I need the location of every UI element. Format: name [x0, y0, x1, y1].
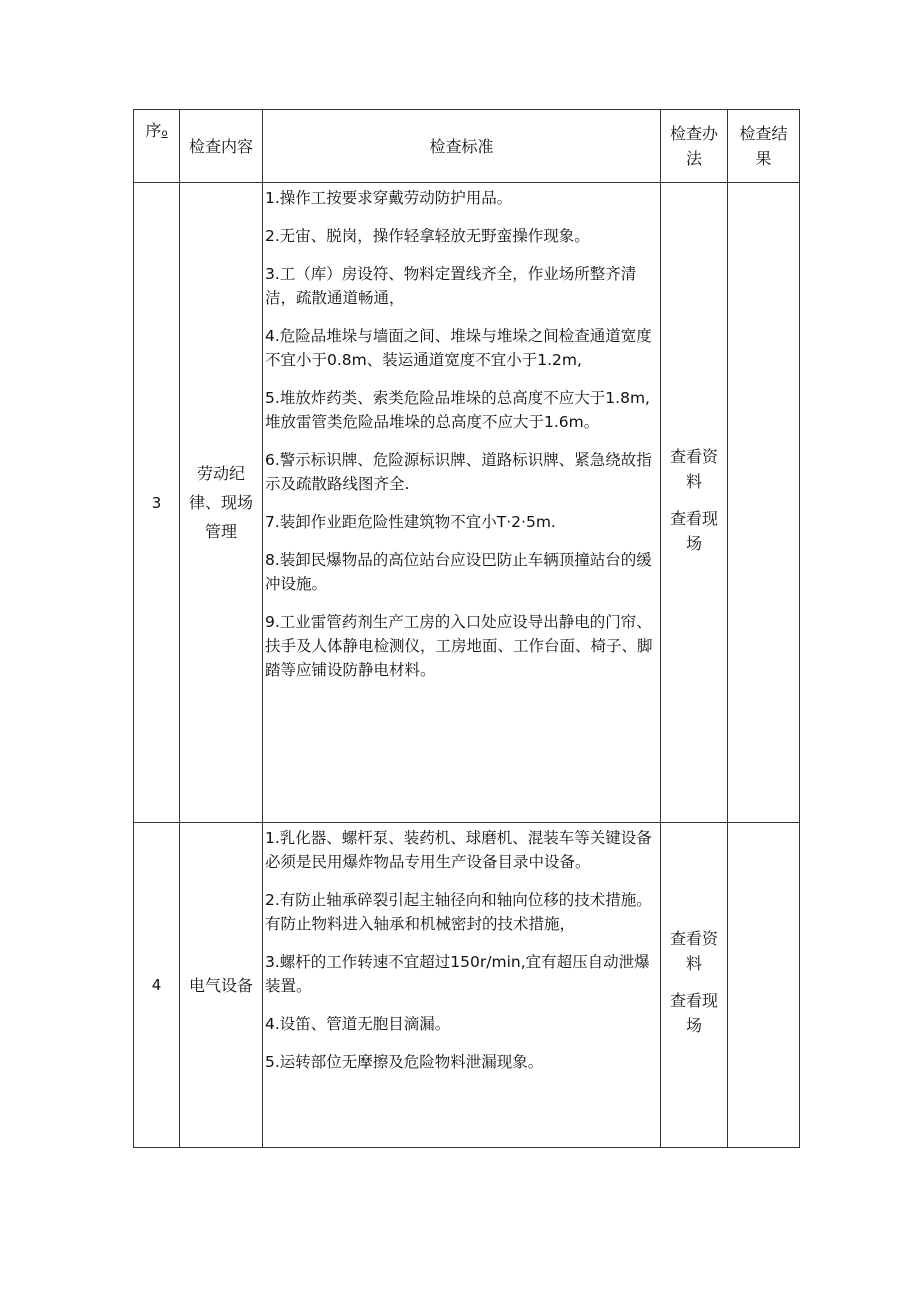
header-method: 检查办法: [661, 110, 728, 183]
standard-item: 9.工业雷管药剂生产工房的入口处应设导出静电的门帘、扶手及人体静电检测仪，工房地面、工作台面、椅子、脚踏等应铺设防静电材料。: [265, 613, 653, 679]
standard-item: 1.操作工按要求穿戴劳动防护用品。: [265, 189, 513, 207]
header-result: 检查结果: [728, 110, 800, 183]
row-standards: [263, 823, 661, 1148]
standard-item: 2.无宙、脱岗，操作轻拿轻放无野蛮操作现象。: [265, 227, 590, 245]
row-methods: [661, 183, 728, 823]
row-result: [728, 183, 800, 823]
row-content: 劳动纪律、现场管理: [180, 183, 263, 823]
standard-item: 8.装卸民爆物品的高位站台应设巴防止车辆顶撞站台的缓冲设施。: [265, 551, 652, 593]
standard-item: 3.螺杆的工作转速不宜超过150r/min,宜有超压自动泄爆装置。: [265, 953, 650, 995]
header-standard: 检查标准: [263, 110, 661, 183]
header-no: [134, 110, 180, 183]
header-no-suffix: o: [161, 128, 168, 139]
method-item: 查看现场: [669, 508, 718, 553]
table-row: [134, 823, 800, 1148]
row-no: 3: [134, 183, 180, 823]
row-content: 电气设备: [180, 823, 263, 1148]
standard-item: 4.设笛、管道无胞目滴漏。: [265, 1015, 451, 1033]
standard-item: 1.乳化器、螺杆泵、装药机、球磨机、混装车等关键设备必须是民用爆炸物品专用生产设备目录中设备。: [265, 829, 652, 871]
method-item: 查看资料: [669, 929, 718, 973]
table-row: [134, 183, 800, 823]
standard-item: 2.有防止轴承碎裂引起主轴径向和轴向位移的技术措施。有防止物料进入轴承和机械密封的技术措施，: [265, 891, 652, 933]
row-result: [728, 823, 800, 1148]
standard-item: 7.装卸作业距危险性建筑物不宜小T·2·5m.: [265, 513, 556, 531]
standard-item: 6.警示标识牌、危险源标识牌、道路标识牌、紧急绕故指示及疏散路线图齐全.: [265, 451, 652, 493]
standard-item: 5.堆放炸药类、索类危险品堆垛的总高度不应大于1.8m,堆放雷管类危险品堆垛的总高度不应大于1.6m。: [265, 389, 650, 431]
method-item: 查看资料: [669, 446, 718, 491]
header-content: 检查内容: [180, 110, 263, 183]
header-row: [134, 110, 800, 183]
inspection-table: [133, 109, 800, 1148]
standard-item: 5.运转部位无摩擦及危险物料泄漏现象。: [265, 1053, 544, 1071]
header-no-text: 序: [145, 121, 162, 140]
method-item: 查看现场: [669, 991, 718, 1035]
standard-item: 4.危险品堆垛与墙面之间、堆垛与堆垛之间检查通道宽度不宜小于0.8m、装运通道宽度不宜小于1.2m,: [265, 327, 652, 369]
row-methods: [661, 823, 728, 1148]
row-standards: [263, 183, 661, 823]
standard-item: 3.工（库）房设符、物料定置线齐全，作业场所整齐清洁，疏散通道畅通，: [265, 265, 637, 307]
row-no: 4: [134, 823, 180, 1148]
